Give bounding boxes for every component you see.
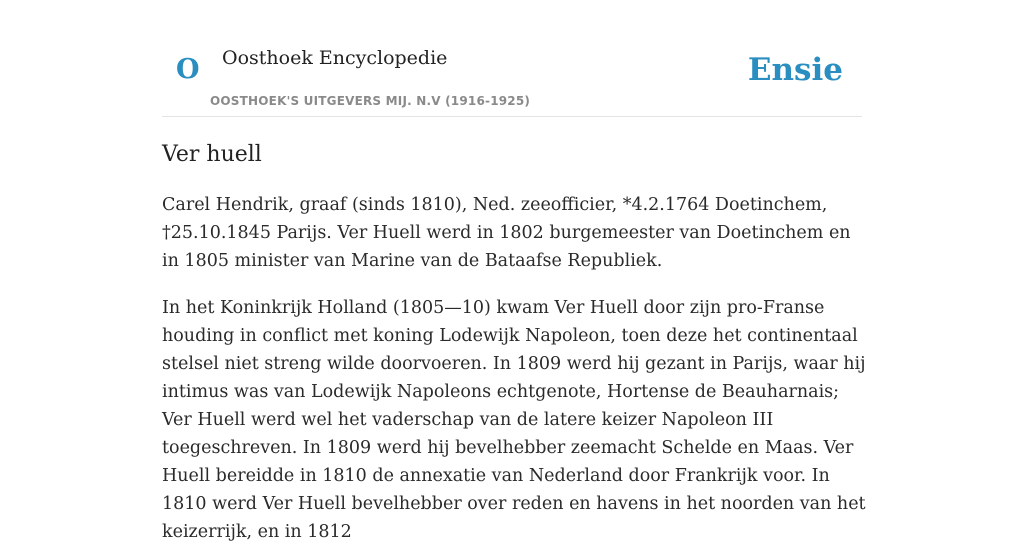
header xyxy=(162,0,862,117)
entry-title: Ver huell xyxy=(162,142,262,167)
ensie-logo-link[interactable]: Ensie xyxy=(747,52,843,88)
entry-paragraph: In het Koninkrijk Holland (1805—10) kwam Ver Huell door zijn pro-Franse houding in conflict met koning Lodewijk Napoleon, toen deze het continentaal stelsel niet streng wilde doorvoeren. In 1809 werd hij gezant in Parijs, waar hij intimus was van Lodewijk Napoleons echtgenote, Hortense de Beauharnais; Ver Huell werd wel het vaderschap van de latere keizer Napoleon III toegeschreven. In 1809 werd hij bevelhebber zeemacht Schelde en Maas. Ver Huell bereidde in 1810 de annexatie van Nederland door Frankrijk voor. In 1810 werd Ver Huell bevelhebber over reden en havens in het noorden van het keizerrijk, en in 1812 xyxy=(162,298,866,542)
article xyxy=(162,139,867,546)
entry-paragraph: Carel Hendrik, graaf (sinds 1810), Ned. zeeofficier, *4.2.1764 Doetinchem, †25.10.1845 Parijs. Ver Huell werd in 1802 burgemeester van Doetinchem en in 1805 minister van Marine van de Bataafse Republiek. xyxy=(162,195,851,271)
book-logo[interactable]: O xyxy=(176,54,200,85)
publisher-label: OOSTHOEK'S UITGEVERS MIJ. N.V (1916-1925) xyxy=(210,94,531,108)
book-title-link[interactable]: Oosthoek Encyclopedie xyxy=(222,47,448,69)
